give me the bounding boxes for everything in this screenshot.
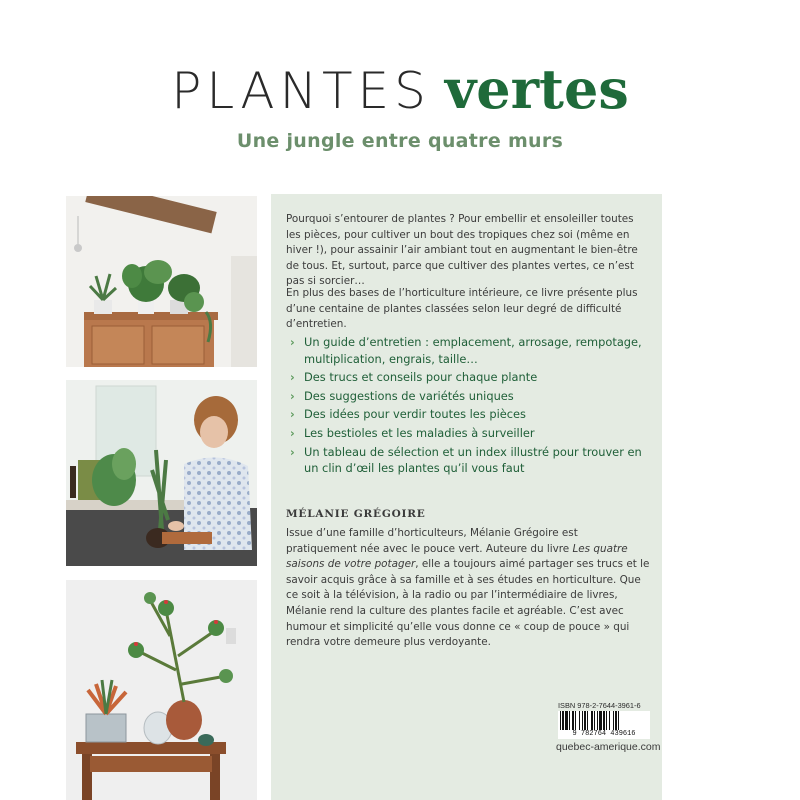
book-reference: Les quatre saisons de votre potager [286, 542, 628, 571]
chevron-right-icon: › [290, 444, 295, 459]
intro-paragraph-2: En plus des bases de l’horticulture intérieure, ce livre présente plus d’une centaine de plantes classées selon leur degré de difficulté d’entretien. [286, 287, 638, 331]
chevron-right-icon: › [290, 407, 295, 422]
woman-repotting-photo [66, 380, 257, 566]
list-item: › Les bestioles et les maladies à surveiller [290, 425, 535, 440]
chevron-right-icon: › [290, 388, 295, 403]
publisher-url: quebec-amerique.com [556, 741, 661, 753]
author-bio: Issue d’une famille d’horticulteurs, Mélanie Grégoire est pratiquement née avec le pouce vert. Auteure du livre Les quatre saisons de votre potager, elle a toujours aimé partager ses trucs et le savoir acquis grâce à sa famille et à ses études en horticulture. Que ce soit à la télévision, à la radio ou par l’intermédiaire de livres, Mélanie rend la culture des plantes facile et agréable. C’est avec humour et simplicité qu’elle vous donne ce « coup de pouce » qui rendra votre demeure plus verdoyante. [286, 527, 650, 649]
list-item: › Un guide d’entretien : emplacement, arrosage, rempotage, multiplication, engrais, taille… [290, 335, 642, 366]
barcode-digits: 9 782764 439616 [558, 730, 650, 738]
chevron-right-icon: › [290, 425, 295, 440]
shelf-plants-photo [66, 196, 257, 367]
list-item: › Des trucs et conseils pour chaque plante [290, 370, 538, 385]
chevron-right-icon: › [290, 370, 295, 385]
intro-paragraph-1: Pourquoi s’entourer de plantes ? Pour embellir et ensoleiller toutes les pièces, pour cultiver un bout des tropiques chez soi (même en hiver !), pour assainir l’air ambiant tout en augmentant le bien-être de tous. Et, surtout, parce que cultiver des plantes vertes, ce n’est pas si sorcier… [286, 213, 638, 288]
feature-list [290, 334, 655, 479]
title-plantes: PLANTES [171, 62, 431, 120]
list-item: › Un tableau de sélection et un index illustré pour trouver en un clin d’œil les plantes qu’il vous faut [290, 444, 642, 476]
list-item: › Des suggestions de variétés uniques [290, 388, 514, 403]
chevron-right-icon: › [290, 335, 295, 349]
list-item: › Des idées pour verdir toutes les pièces [290, 407, 526, 422]
author-name: MÉLANIE GRÉGOIRE [286, 508, 426, 520]
title-vertes: vertes [444, 57, 629, 121]
isbn-label: ISBN 978-2-7644-3961-6 [558, 701, 641, 710]
book-title [0, 57, 800, 121]
table-plants-photo [66, 580, 257, 800]
book-subtitle: Une jungle entre quatre murs [236, 130, 564, 152]
